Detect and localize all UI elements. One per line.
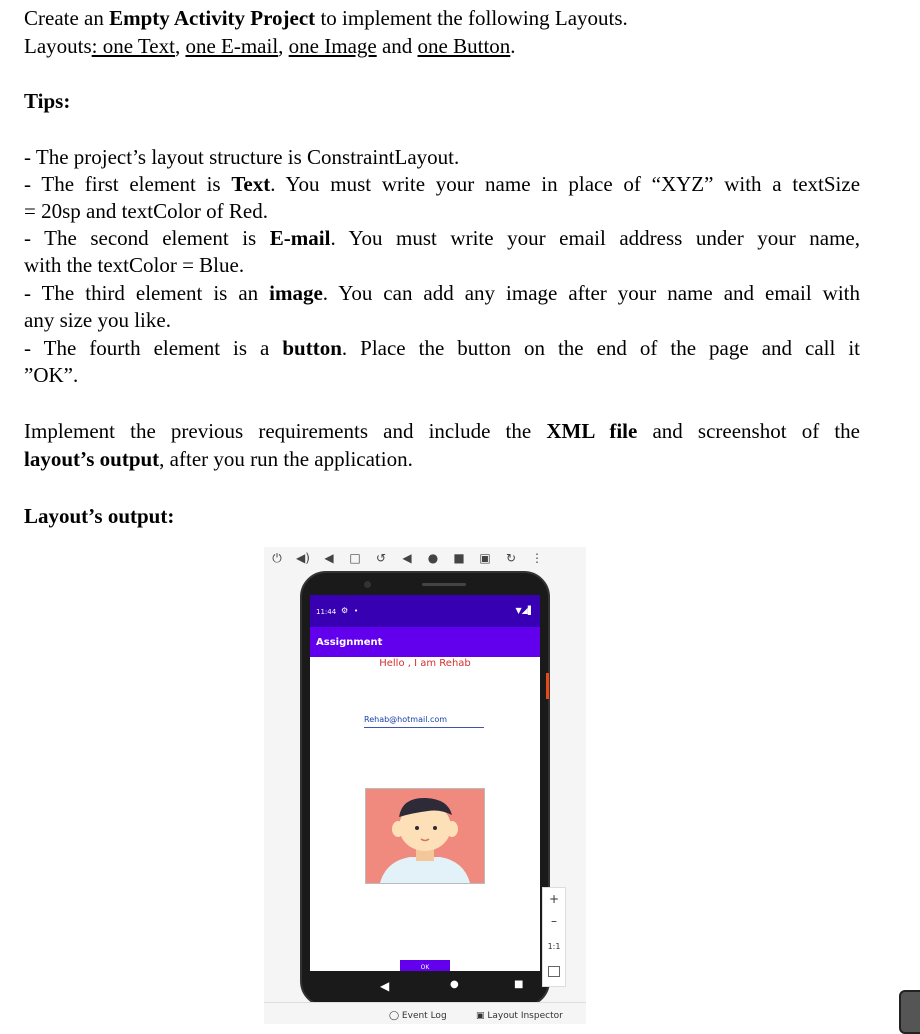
emulator-screenshot bbox=[264, 547, 586, 1024]
camera-icon[interactable]: ▣ bbox=[479, 551, 491, 565]
implement-bold: layout’s output bbox=[24, 447, 160, 471]
avatar-image bbox=[365, 788, 485, 884]
separator: , bbox=[278, 34, 289, 58]
status-time: 11:44 bbox=[316, 608, 337, 616]
zoom-in-icon[interactable]: + bbox=[548, 892, 560, 906]
tips-heading bbox=[24, 88, 70, 115]
rotate-left-icon[interactable]: □ bbox=[349, 551, 361, 565]
separator: . bbox=[510, 34, 516, 58]
volume-down-icon[interactable]: ◀ bbox=[324, 551, 334, 565]
output-heading-text: Layout’s output: bbox=[24, 504, 175, 528]
nav-bar bbox=[302, 971, 548, 1003]
nav-back-icon[interactable]: ◀ bbox=[380, 979, 390, 993]
implement-bold: XML file bbox=[546, 419, 638, 443]
layout-inspector-tab[interactable]: ▣ Layout Inspector bbox=[476, 1011, 563, 1021]
emulator-toolbar bbox=[264, 547, 586, 569]
status-bar bbox=[310, 595, 540, 627]
tip-bold: image bbox=[269, 281, 323, 305]
tip-bold: Text bbox=[231, 172, 271, 196]
ide-bottom-bar bbox=[264, 1002, 586, 1024]
zoom-actual-size[interactable]: 1:1 bbox=[547, 942, 561, 951]
intro-line-2 bbox=[24, 33, 516, 60]
implement-text: and screenshot of the bbox=[637, 419, 860, 443]
layout-item-button: one Button bbox=[417, 34, 511, 58]
settings-gear-icon: ⚙ bbox=[341, 606, 349, 615]
phone-screen bbox=[310, 595, 540, 971]
intro-text: to implement the following Layouts. bbox=[315, 6, 628, 30]
tip-line-2 bbox=[24, 171, 860, 198]
tip-text: . You must write your email address under your name, bbox=[330, 226, 860, 250]
tip-text: - The fourth element is a bbox=[24, 336, 283, 360]
email-field[interactable]: Rehab@hotmail.com bbox=[364, 715, 484, 728]
app-title: Assignment bbox=[316, 637, 383, 648]
notification-dot-icon: • bbox=[354, 607, 359, 615]
nav-home-icon[interactable]: ● bbox=[450, 979, 459, 990]
implement-text: , after you run the application. bbox=[159, 447, 413, 471]
front-camera-icon bbox=[364, 581, 371, 588]
tip-text: - The first element is bbox=[24, 172, 232, 196]
tip-line-5: with the textColor = Blue. bbox=[24, 253, 245, 277]
intro-bold-project: Empty Activity Project bbox=[109, 6, 316, 30]
home-icon[interactable]: ● bbox=[427, 551, 439, 565]
volume-up-icon[interactable]: ◀) bbox=[296, 551, 310, 565]
implement-line-1 bbox=[24, 418, 860, 445]
zoom-out-icon[interactable]: – bbox=[551, 914, 557, 928]
event-log-tab[interactable]: ◯ Event Log bbox=[389, 1011, 447, 1021]
tip-bold: button bbox=[282, 336, 342, 360]
signal-battery-icon: ▼◢▌ bbox=[515, 606, 534, 615]
speaker-grille bbox=[422, 583, 466, 586]
app-bar bbox=[310, 627, 540, 657]
tip-text: - The third element is an bbox=[24, 281, 270, 305]
separator: , bbox=[174, 34, 186, 58]
power-icon[interactable]: ⏻ bbox=[272, 550, 282, 565]
more-options-icon[interactable]: ⋮ bbox=[531, 551, 543, 565]
layout-item-text: : one Text bbox=[91, 34, 175, 58]
tip-line-6 bbox=[24, 280, 860, 307]
ok-button[interactable]: OK bbox=[400, 960, 450, 971]
separator: and bbox=[376, 34, 418, 58]
tip-text: . You can add any image after your name and email with bbox=[322, 281, 860, 305]
tip-line-1: - The project’s layout structure is ConstraintLayout. bbox=[24, 145, 460, 169]
rotate-right-icon[interactable]: ↺ bbox=[375, 551, 387, 565]
zoom-fit-icon[interactable] bbox=[548, 966, 560, 977]
intro-text: Create an bbox=[24, 6, 110, 30]
layout-item-email: one E-mail bbox=[185, 34, 279, 58]
implement-line-2 bbox=[24, 446, 413, 473]
tip-text: . Place the button on the end of the page and call it bbox=[341, 336, 860, 360]
implement-text: Implement the previous requirements and include the bbox=[24, 419, 547, 443]
zoom-panel bbox=[542, 887, 566, 987]
layouts-label: Layouts bbox=[24, 34, 92, 58]
corner-widget[interactable] bbox=[899, 990, 920, 1034]
tip-line-3: = 20sp and textColor of Red. bbox=[24, 199, 268, 223]
tip-text: . You must write your name in place of “XYZ” with a textSize bbox=[270, 172, 861, 196]
tips-heading-text: Tips: bbox=[24, 89, 71, 113]
phone-frame bbox=[300, 571, 550, 1007]
back-icon[interactable]: ◀ bbox=[402, 551, 412, 565]
avatar-eye-left bbox=[415, 826, 419, 830]
avatar-eye-right bbox=[433, 826, 437, 830]
tip-bold: E-mail bbox=[269, 226, 331, 250]
tip-line-9: ”OK”. bbox=[24, 363, 79, 387]
tip-line-8 bbox=[24, 335, 860, 362]
window-edge-marker bbox=[546, 673, 549, 699]
hello-text: Hello , I am Rehab bbox=[379, 658, 471, 669]
intro-line-1 bbox=[24, 5, 628, 32]
tip-text: - The second element is bbox=[24, 226, 270, 250]
tip-line-4 bbox=[24, 225, 860, 252]
snapshot-icon[interactable]: ↻ bbox=[505, 551, 517, 565]
nav-recent-icon[interactable]: ■ bbox=[514, 979, 524, 990]
output-heading bbox=[24, 503, 174, 530]
layout-item-image: one Image bbox=[288, 34, 377, 58]
tip-line-7: any size you like. bbox=[24, 308, 171, 332]
overview-icon[interactable]: ■ bbox=[453, 551, 465, 565]
